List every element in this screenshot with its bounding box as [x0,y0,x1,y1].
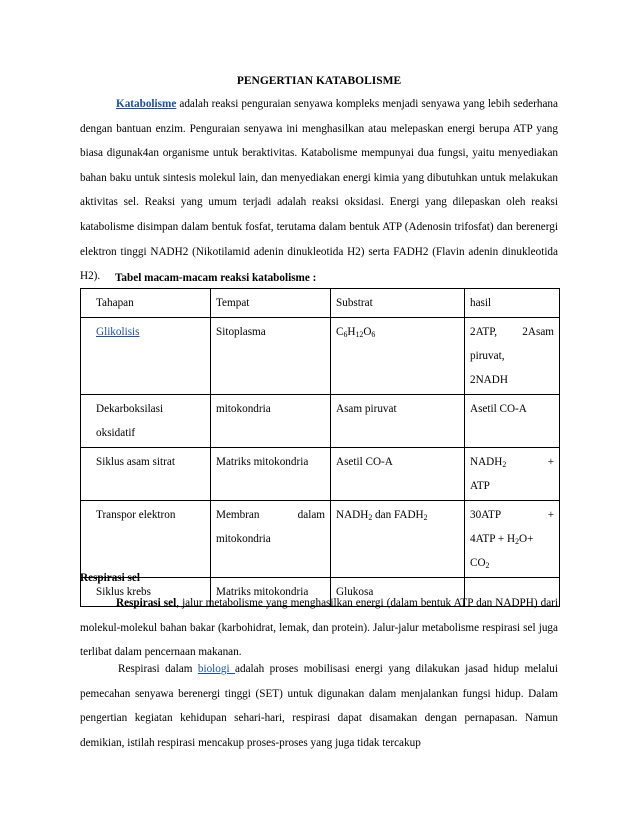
respirasi-text-1: , jalur metabolisme yang menghasilkan energi (dalam bentuk ATP dan NADPH) dari molekul-molekul bahan bakar (karbohidrat, lemak, dan protein). Jalur-jalur metabolisme respirasi sel juga terlibat dalam pencernaan makanan. [80,597,559,659]
hasil-part: 2Asam [522,326,554,338]
hasil-part: + [547,509,554,521]
cell-hasil [465,501,560,578]
table-row [81,395,560,448]
table-row [81,448,560,501]
catabolism-table [80,288,560,607]
hasil-part: 30ATP [470,509,502,521]
header-tempat: Tempat [211,289,331,318]
header-substrat: Substrat [331,289,465,318]
cell-tempat: Matriks mitokondria [211,578,331,607]
tempat-part: mitokondria [216,533,271,545]
hasil-part: $CO_2$ [470,557,490,570]
tahapan-part: Dekarboksilasi [96,403,164,415]
tahapan-part: oksidatif [96,427,136,439]
table-heading: Tabel macam-macam reaksi katabolisme : [115,272,317,284]
table-row [81,501,560,578]
header-hasil: hasil [465,289,560,318]
katabolisme-link[interactable]: Katabolisme [116,98,177,110]
hasil-part: $4ATP + H_2O+$ [470,533,534,546]
respirasi-paragraph-2 [80,657,558,755]
respirasi-heading: Respirasi sel [80,572,140,584]
tempat-part: Membran [216,509,260,521]
respirasi-text-2: adalah proses mobilisasi energi yang dilakukan jasad hidup melalui pemecahan senyawa berenergi tinggi (SET) untuk digunakan dalam menjalankan fungsi hidup. Dalam pengertian kegiatan kehidupan sehari-hari, respirasi dapat disamakan dengan pernapasan. Namun demikian, istilah respirasi mencakup proses-proses yang juga tidak tercakup [80,663,558,749]
cell-tahapan [81,395,211,448]
intro-text: adalah reaksi penguraian senyawa kompleks menjadi senyawa yang lebih sederhana dengan bantuan enzim. Penguraian senyawa ini menghasilkan atau melepaskan energi berupa ATP yang biasa digunak4an organisme untuk beraktivitas. Katabolisme mempunyai dua fungsi, yaitu menyediakan bahan baku untuk sintesis molekul lain, dan menyediakan energi kimia yang dibutuhkan untuk melakukan aktivitas sel. Reaksi yang umum terjadi adalah reaksi oksidasi. Energi yang dilepaskan oleh reaksi katabolisme disimpan dalam bentuk fosfat, terutama dalam bentuk ATP (Adenosin trifosfat) dan berenergi elektron tinggi NADH2 (Nikotilamid adenin dinukleotida H2) serta FADH2 (Flavin adenin dinukleotida H2). [80,98,558,283]
hasil-part: $NADH_2$ [470,456,507,469]
glikolisis-link[interactable]: Glikolisis [96,326,140,338]
cell-tempat: Sitoplasma [211,318,331,395]
hasil-part: ATP [470,480,490,492]
respirasi-keyword: Respirasi sel [116,597,177,609]
hasil-part: piruvat, [470,350,505,362]
cell-hasil [465,448,560,501]
cell-tahapan: Transpor elektron [81,501,211,578]
cell-tahapan: Siklus krebs [81,578,211,607]
hasil-part: 2ATP, [470,326,498,338]
cell-tempat: mitokondria [211,395,331,448]
cell-substrat: Asetil CO-A [331,448,465,501]
table-row [81,318,560,395]
header-tahapan: Tahapan [81,289,211,318]
page-title: PENGERTIAN KATABOLISME [236,75,402,87]
cell-substrat: Glukosa [331,578,465,607]
biologi-link[interactable]: biologi [197,663,236,675]
cell-tahapan: Siklus asam sitrat [81,448,211,501]
hasil-part: + [547,456,554,468]
table-header-row [81,289,560,318]
tempat-part: dalam [297,509,325,521]
cell-tempat [211,501,331,578]
cell-hasil: Asetil CO-A [465,395,560,448]
cell-substrat: Asam piruvat [331,395,465,448]
respirasi-text-before-link: Respirasi dalam [118,663,198,675]
cell-substrat: $C_6H_{12}O_6$ [331,318,465,395]
cell-tempat: Matriks mitokondria [211,448,331,501]
cell-hasil [465,318,560,395]
cell-substrat: $NADH_2$ dan $FADH_2$ [331,501,465,578]
hasil-part: 2NADH [470,374,508,386]
intro-paragraph [80,92,558,289]
respirasi-paragraph-1 [80,591,558,665]
